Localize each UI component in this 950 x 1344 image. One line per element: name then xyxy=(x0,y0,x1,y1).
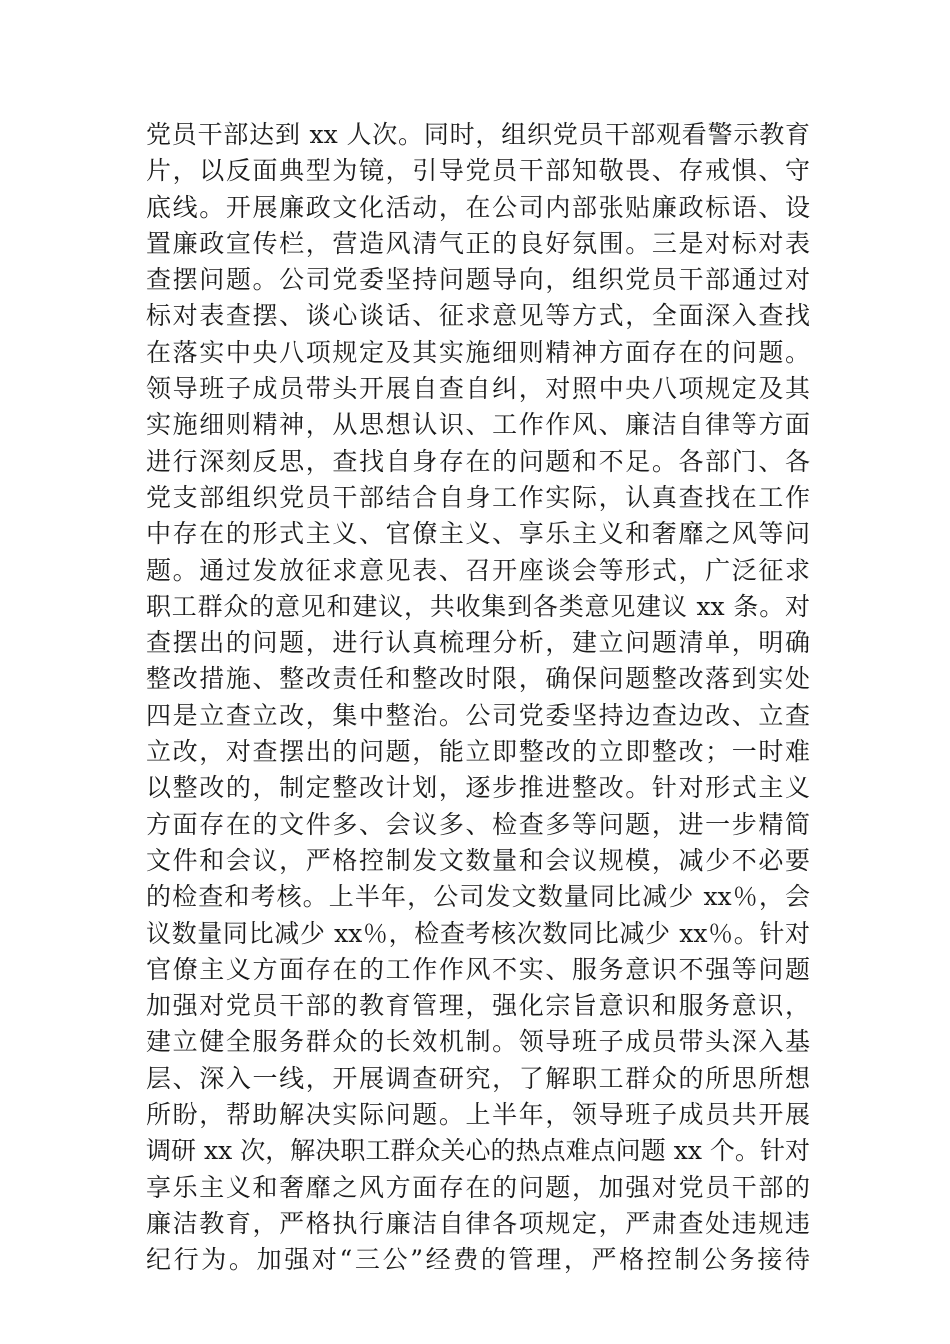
text-line: 享乐主义和奢靡之风方面存在的问题，加强对党员干部的 xyxy=(146,1172,810,1202)
text-line: 在落实中央八项规定及其实施细则精神方面存在的问题。 xyxy=(146,337,810,367)
text-line: 底线。开展廉政文化活动，在公司内部张贴廉政标语、设 xyxy=(146,192,810,222)
text-line: 议数量同比减少 xx％，检查考核次数同比减少 xx％。针对 xyxy=(146,918,810,948)
text-line: 查摆出的问题，进行认真梳理分析，建立问题清单，明确 xyxy=(146,628,810,658)
text-line: 官僚主义方面存在的工作作风不实、服务意识不强等问题 xyxy=(146,954,810,984)
text-line: 查摆问题。公司党委坚持问题导向，组织党员干部通过对 xyxy=(146,265,810,295)
text-line: 四是立查立改，集中整治。公司党委坚持边查边改、立查 xyxy=(146,700,810,730)
text-line: 领导班子成员带头开展自查自纠，对照中央八项规定及其 xyxy=(146,374,810,404)
text-line: 片，以反面典型为镜，引导党员干部知敬畏、存戒惧、守 xyxy=(146,156,810,186)
text-line: 立改，对查摆出的问题，能立即整改的立即整改；一时难 xyxy=(146,737,810,767)
text-line: 层、深入一线，开展调查研究，了解职工群众的所思所想 xyxy=(146,1063,810,1093)
text-line: 置廉政宣传栏，营造风清气正的良好氛围。三是对标对表 xyxy=(146,228,810,258)
text-line: 的检查和考核。上半年，公司发文数量同比减少 xx％，会 xyxy=(146,882,810,912)
text-line: 加强对党员干部的教育管理，强化宗旨意识和服务意识， xyxy=(146,991,810,1021)
text-line: 方面存在的文件多、会议多、检查多等问题，进一步精简 xyxy=(146,809,810,839)
text-line: 中存在的形式主义、官僚主义、享乐主义和奢靡之风等问 xyxy=(146,519,810,549)
text-line: 所盼，帮助解决实际问题。上半年，领导班子成员共开展 xyxy=(146,1100,810,1130)
body-text xyxy=(146,117,810,1279)
text-line: 以整改的，制定整改计划，逐步推进整改。针对形式主义 xyxy=(146,773,810,803)
text-line: 职工群众的意见和建议，共收集到各类意见建议 xx 条。对 xyxy=(146,591,810,621)
text-line: 题。通过发放征求意见表、召开座谈会等形式，广泛征求 xyxy=(146,555,810,585)
text-line: 调研 xx 次，解决职工群众关心的热点难点问题 xx 个。针对 xyxy=(146,1136,810,1166)
text-line: 整改措施、整改责任和整改时限，确保问题整改落到实处 xyxy=(146,664,810,694)
text-line: 文件和会议，严格控制发文数量和会议规模，减少不必要 xyxy=(146,845,810,875)
text-line: 纪行为。加强对“三公”经费的管理，严格控制公务接待 xyxy=(146,1245,810,1275)
text-line: 建立健全服务群众的长效机制。领导班子成员带头深入基 xyxy=(146,1027,810,1057)
text-line: 进行深刻反思，查找自身存在的问题和不足。各部门、各 xyxy=(146,446,810,476)
text-line: 标对表查摆、谈心谈话、征求意见等方式，全面深入查找 xyxy=(146,301,810,331)
text-line: 实施细则精神，从思想认识、工作作风、廉洁自律等方面 xyxy=(146,410,810,440)
text-line: 廉洁教育，严格执行廉洁自律各项规定，严肃查处违规违 xyxy=(146,1208,810,1238)
text-line: 党员干部达到 xx 人次。同时，组织党员干部观看警示教育 xyxy=(146,120,810,149)
text-line: 党支部组织党员干部结合自身工作实际，认真查找在工作 xyxy=(146,482,810,512)
